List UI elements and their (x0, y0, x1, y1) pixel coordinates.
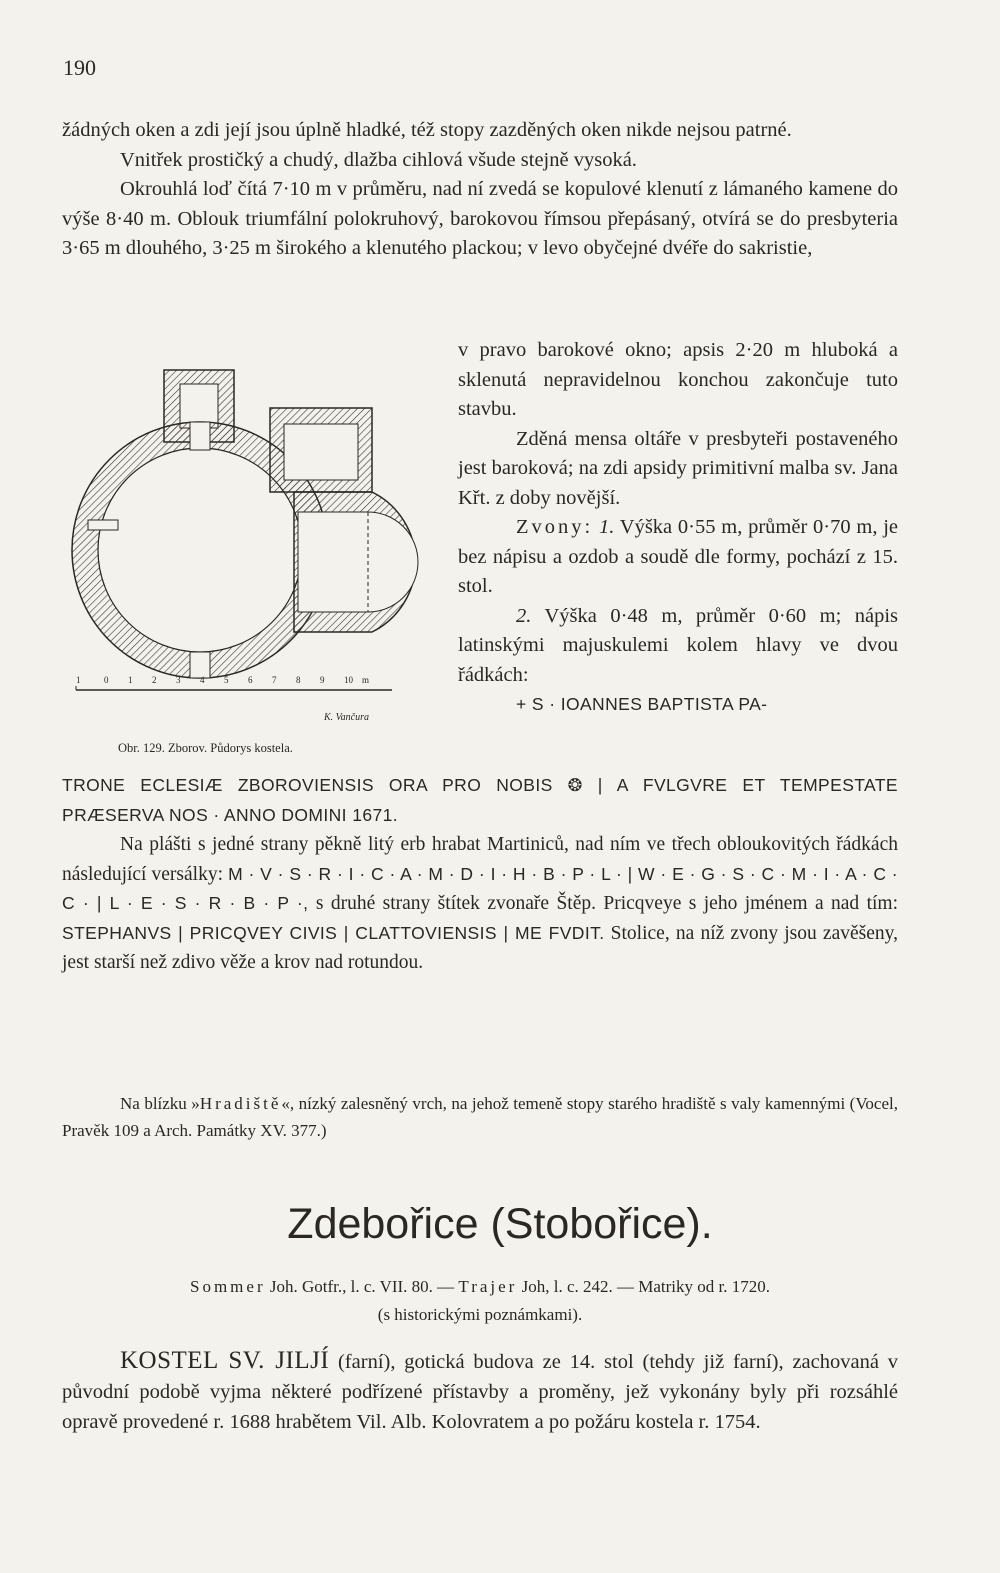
top-text (62, 116, 898, 264)
note-paragraph: Na blízku »Hradiště«, nízký zalesněný vrch, na jehož temeně stopy starého hradiště s valy kamennými (Vocel, Pravěk 109 a Arch. Památky XV. 377.) (62, 1094, 898, 1140)
bells-label: Zvony: (516, 516, 594, 538)
scale-label-0: 1 (76, 675, 81, 685)
scale-label-12: m (362, 675, 370, 685)
scale-label-7: 6 (248, 675, 253, 685)
bell-2-text: Výška 0·48 m, průměr 0·60 m; nápis latinskými majuskulemi kolem hlavy ve dvou řádkách: (458, 604, 898, 686)
inscription-rest: TRONE ECLESIÆ ZBOROVIENSIS ORA PRO NOBIS ❂ | A FVLGVRE ET TEMPESTATE PRÆSERVA NOS · ANNO DOMINI 1671. (62, 775, 898, 825)
paragraph-1: žádných oken a zdi její jsou úplně hladké, též stopy zazděných oken nikde nejsou patrné. (62, 119, 792, 141)
page-number: 190 (63, 55, 96, 80)
paragraph-5: Zděná mensa oltáře v presbyteři postaveného jest baroková; na zdi apsidy primitivní malba sv. Jana Křt. z doby novější. (458, 427, 898, 509)
figure-caption: Obr. 129. Zborov. Půdorys kostela. (118, 741, 293, 755)
church-name: KOSTEL SV. JILJÍ (120, 1347, 330, 1374)
inscription-start: + S · IOANNES BAPTISTA PA- (516, 694, 768, 714)
paragraph-2: Vnitřek prostičký a chudý, dlažba cihlová všude stejně vysoká. (120, 148, 637, 171)
scale-label-8: 7 (272, 675, 277, 685)
signature: K. Vančura (324, 712, 369, 723)
right-column-text (458, 336, 898, 720)
sources-line-2: (s historickými poznámkami). (377, 1305, 583, 1324)
paragraph-4: v pravo barokové okno; apsis 2·20 m hluboká a sklenutá nepravidelnou konchou zakončuje tuto stavbu. (458, 339, 898, 420)
sacristy-interior (284, 424, 358, 480)
scale-label-10: 9 (320, 675, 325, 685)
scale-label-11: 10 (344, 675, 353, 685)
scale-label-1: 0 (104, 675, 109, 685)
scale-label-3: 2 (152, 675, 157, 685)
scale-label-9: 8 (296, 675, 301, 685)
floor-plan-figure (62, 350, 442, 770)
scale-label-2: 1 (128, 675, 133, 685)
paragraph-7 (458, 602, 898, 691)
sources (62, 1273, 898, 1329)
presbytery-interior (298, 512, 418, 612)
paragraph-3: Okrouhlá loď čítá 7·10 m v průměru, nad ní zvedá se kopulové klenutí z lámaného kamene do výše 8·40 m. Oblouk triumfální polokruhový, barokovou římsou přepásaný, otvírá se do presbyteria 3·65 m dlouhého, 3·25 m širokého a klenutého plackou; v levo obyčejné dvéře do sakristie, (62, 178, 898, 259)
scale-label-4: 3 (176, 675, 181, 685)
paragraph-6 (458, 513, 898, 602)
section-heading: Zdebořice (Stobořice). (287, 1200, 713, 1248)
door-west (190, 422, 210, 450)
sources-line-1: Sommer Joh. Gotfr., l. c. VII. 80. — Trajer Joh, l. c. 242. — Matriky od r. 1720. (190, 1277, 770, 1296)
paragraph-8: Na plášti s jedné strany pěkně litý erb hrabat Martiniců, nad ním ve třech obloukovitých řádkách následující versálky: M · V · S · R · I · C · A · M · D · I · H · B · P · L · | W · E · G · S · C · M · I · A · C · C · | L · E · S · R · B · P ·, s druhé strany štítek zvonaře Štěp. Pricqveye s jeho jménem a nad tím: STEPHANVS | PRICQVEY CIVIS | CLATTOVIENSIS | ME FVDIT. Stolice, na níž zvony jsou zavěšeny, jest starší než zdivo věže a krov nad rotundou. (62, 834, 899, 973)
bell-2-number: 2. (516, 604, 532, 627)
scale-label-5: 4 (200, 675, 205, 685)
scale-label-6: 5 (224, 675, 229, 685)
wide-text (62, 771, 898, 978)
bell-1-text: Výška 0·55 m, průměr 0·70 m, je bez nápisu a ozdob a soudě dle formy, pochází z 15. stol. (458, 516, 899, 597)
final-paragraph: KOSTEL SV. JILJÍ (farní), gotická budova ze 14. stol (tehdy již farní), zachovaná v původní podobě vyjma některé podřízené přístavby a proměny, jež vykonány byly při rozsáhlé opravě provedené r. 1688 hrabětem Vil. Alb. Kolovratem a po požáru kostela r. 1754. (62, 1347, 899, 1433)
window-west (88, 520, 118, 530)
bell-1-number: 1. (598, 516, 615, 538)
